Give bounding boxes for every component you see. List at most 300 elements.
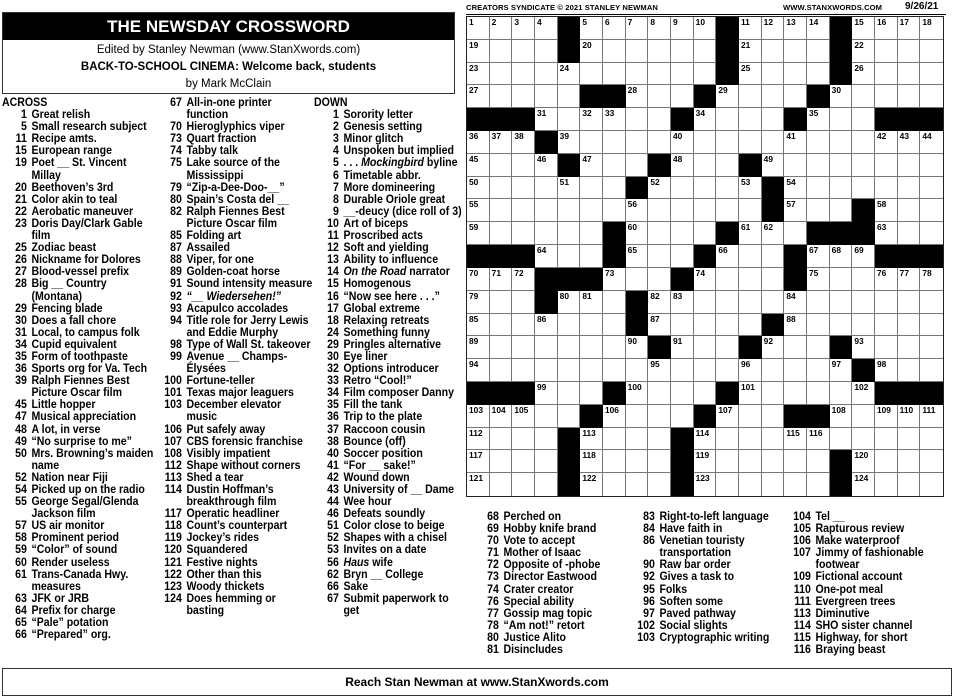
- grid-cell[interactable]: [603, 199, 626, 222]
- grid-cell[interactable]: [716, 359, 739, 382]
- grid-cell[interactable]: [920, 405, 943, 428]
- across-clue-119[interactable]: [157, 532, 313, 544]
- grid-cell[interactable]: [694, 359, 717, 382]
- grid-cell[interactable]: [762, 291, 785, 314]
- grid-cell[interactable]: [739, 359, 762, 382]
- grid-cell[interactable]: [807, 359, 830, 382]
- grid-cell[interactable]: [626, 450, 649, 473]
- grid-cell[interactable]: [852, 131, 875, 154]
- grid-cell[interactable]: [716, 85, 739, 108]
- grid-cell[interactable]: [535, 405, 558, 428]
- grid-cell[interactable]: [580, 473, 603, 496]
- grid-cell[interactable]: [671, 177, 694, 200]
- grid-cell[interactable]: [580, 40, 603, 63]
- down-clue-42[interactable]: [314, 472, 465, 484]
- grid-cell[interactable]: [807, 473, 830, 496]
- grid-cell[interactable]: [875, 17, 898, 40]
- down-clue-34[interactable]: [314, 387, 465, 399]
- across-clue-54[interactable]: [2, 484, 157, 496]
- grid-cell[interactable]: [762, 108, 785, 131]
- grid-cell[interactable]: [875, 63, 898, 86]
- grid-cell[interactable]: [603, 291, 626, 314]
- grid-cell[interactable]: [603, 450, 626, 473]
- across-clue-124[interactable]: [157, 593, 313, 617]
- grid-cell[interactable]: [875, 428, 898, 451]
- grid-cell[interactable]: [898, 336, 921, 359]
- grid-cell[interactable]: [739, 108, 762, 131]
- grid-cell[interactable]: [762, 154, 785, 177]
- grid-cell[interactable]: [580, 450, 603, 473]
- grid-cell[interactable]: [626, 131, 649, 154]
- grid-cell[interactable]: [648, 268, 671, 291]
- across-clue-20[interactable]: [2, 182, 157, 194]
- down-clue-68[interactable]: [474, 511, 629, 523]
- grid-cell[interactable]: [762, 131, 785, 154]
- grid-cell[interactable]: [467, 359, 490, 382]
- down-clue-4[interactable]: [314, 145, 465, 157]
- across-clue-58[interactable]: [2, 532, 157, 544]
- down-clue-15[interactable]: [314, 278, 465, 290]
- grid-cell[interactable]: [558, 405, 581, 428]
- grid-cell[interactable]: [852, 473, 875, 496]
- grid-cell[interactable]: [875, 85, 898, 108]
- grid-cell[interactable]: [626, 359, 649, 382]
- grid-cell[interactable]: [762, 428, 785, 451]
- grid-cell[interactable]: [852, 63, 875, 86]
- across-clue-22[interactable]: [2, 206, 157, 218]
- down-clue-71[interactable]: [474, 547, 629, 559]
- across-clue-25[interactable]: [2, 242, 157, 254]
- grid-cell[interactable]: [807, 336, 830, 359]
- grid-cell[interactable]: [875, 222, 898, 245]
- grid-cell[interactable]: [490, 428, 513, 451]
- grid-cell[interactable]: [671, 17, 694, 40]
- grid-cell[interactable]: [830, 154, 853, 177]
- grid-cell[interactable]: [920, 291, 943, 314]
- grid-cell[interactable]: [875, 154, 898, 177]
- across-clue-65[interactable]: [2, 617, 157, 629]
- grid-cell[interactable]: [671, 245, 694, 268]
- down-clue-35[interactable]: [314, 399, 465, 411]
- across-clue-94[interactable]: [157, 315, 313, 339]
- grid-cell[interactable]: [830, 314, 853, 337]
- grid-cell[interactable]: [558, 63, 581, 86]
- grid-cell[interactable]: [535, 63, 558, 86]
- down-clue-17[interactable]: [314, 303, 465, 315]
- across-clue-63[interactable]: [2, 593, 157, 605]
- grid-cell[interactable]: [580, 291, 603, 314]
- grid-cell[interactable]: [580, 199, 603, 222]
- grid-cell[interactable]: [920, 40, 943, 63]
- grid-cell[interactable]: [898, 222, 921, 245]
- grid-cell[interactable]: [898, 63, 921, 86]
- grid-cell[interactable]: [467, 17, 490, 40]
- grid-cell[interactable]: [648, 17, 671, 40]
- grid-cell[interactable]: [694, 63, 717, 86]
- grid-cell[interactable]: [784, 40, 807, 63]
- grid-cell[interactable]: [852, 314, 875, 337]
- across-clue-85[interactable]: [157, 230, 313, 242]
- grid-cell[interactable]: [784, 85, 807, 108]
- grid-cell[interactable]: [467, 450, 490, 473]
- grid-cell[interactable]: [920, 428, 943, 451]
- down-clue-73[interactable]: [474, 571, 629, 583]
- grid-cell[interactable]: [490, 268, 513, 291]
- grid-cell[interactable]: [920, 450, 943, 473]
- grid-cell[interactable]: [784, 428, 807, 451]
- grid-cell[interactable]: [512, 314, 535, 337]
- grid-cell[interactable]: [603, 359, 626, 382]
- grid-cell[interactable]: [467, 154, 490, 177]
- grid-cell[interactable]: [512, 131, 535, 154]
- across-clue-112[interactable]: [157, 460, 313, 472]
- grid-cell[interactable]: [648, 359, 671, 382]
- grid-cell[interactable]: [898, 199, 921, 222]
- grid-cell[interactable]: [875, 40, 898, 63]
- grid-cell[interactable]: [558, 382, 581, 405]
- grid-cell[interactable]: [762, 405, 785, 428]
- down-clue-1[interactable]: [314, 109, 465, 121]
- grid-cell[interactable]: [512, 268, 535, 291]
- grid-cell[interactable]: [784, 222, 807, 245]
- down-clue-95[interactable]: [630, 584, 785, 596]
- grid-cell[interactable]: [626, 108, 649, 131]
- grid-cell[interactable]: [535, 108, 558, 131]
- across-clue-98[interactable]: [157, 339, 313, 351]
- down-clue-70[interactable]: [474, 535, 629, 547]
- grid-cell[interactable]: [580, 131, 603, 154]
- across-clue-48[interactable]: [2, 424, 157, 436]
- grid-cell[interactable]: [852, 291, 875, 314]
- grid-cell[interactable]: [512, 222, 535, 245]
- down-clue-43[interactable]: [314, 484, 465, 496]
- grid-cell[interactable]: [898, 473, 921, 496]
- grid-cell[interactable]: [830, 291, 853, 314]
- grid-cell[interactable]: [535, 450, 558, 473]
- grid-cell[interactable]: [626, 245, 649, 268]
- grid-cell[interactable]: [807, 314, 830, 337]
- grid-cell[interactable]: [648, 85, 671, 108]
- grid-cell[interactable]: [490, 85, 513, 108]
- down-clue-110[interactable]: [786, 584, 953, 596]
- grid-cell[interactable]: [512, 40, 535, 63]
- grid-cell[interactable]: [875, 473, 898, 496]
- down-clue-103[interactable]: [630, 632, 785, 644]
- grid-cell[interactable]: [490, 291, 513, 314]
- grid-cell[interactable]: [920, 268, 943, 291]
- grid-cell[interactable]: [830, 177, 853, 200]
- grid-cell[interactable]: [535, 222, 558, 245]
- down-clue-97[interactable]: [630, 608, 785, 620]
- grid-cell[interactable]: [716, 405, 739, 428]
- across-clue-27[interactable]: [2, 266, 157, 278]
- grid-cell[interactable]: [671, 222, 694, 245]
- grid-cell[interactable]: [626, 473, 649, 496]
- down-clue-74[interactable]: [474, 584, 629, 596]
- grid-cell[interactable]: [512, 177, 535, 200]
- grid-cell[interactable]: [739, 199, 762, 222]
- grid-cell[interactable]: [875, 177, 898, 200]
- grid-cell[interactable]: [490, 17, 513, 40]
- grid-cell[interactable]: [671, 131, 694, 154]
- grid-cell[interactable]: [671, 405, 694, 428]
- grid-cell[interactable]: [580, 177, 603, 200]
- down-clue-12[interactable]: [314, 242, 465, 254]
- across-clue-15[interactable]: [2, 145, 157, 157]
- grid-cell[interactable]: [898, 85, 921, 108]
- grid-cell[interactable]: [784, 359, 807, 382]
- grid-cell[interactable]: [626, 63, 649, 86]
- grid-cell[interactable]: [535, 199, 558, 222]
- grid-cell[interactable]: [920, 336, 943, 359]
- down-clue-14[interactable]: [314, 266, 465, 278]
- down-clue-92[interactable]: [630, 571, 785, 583]
- across-clue-82[interactable]: [157, 206, 313, 230]
- grid-cell[interactable]: [490, 450, 513, 473]
- down-clue-56[interactable]: [314, 557, 465, 569]
- grid-cell[interactable]: [762, 17, 785, 40]
- grid-cell[interactable]: [898, 405, 921, 428]
- grid-cell[interactable]: [648, 291, 671, 314]
- grid-cell[interactable]: [716, 450, 739, 473]
- across-clue-87[interactable]: [157, 242, 313, 254]
- grid-cell[interactable]: [694, 222, 717, 245]
- grid-cell[interactable]: [626, 40, 649, 63]
- grid-cell[interactable]: [784, 63, 807, 86]
- grid-cell[interactable]: [490, 405, 513, 428]
- grid-cell[interactable]: [467, 291, 490, 314]
- grid-cell[interactable]: [467, 336, 490, 359]
- grid-cell[interactable]: [512, 199, 535, 222]
- grid-cell[interactable]: [830, 359, 853, 382]
- grid-cell[interactable]: [626, 85, 649, 108]
- grid-cell[interactable]: [648, 63, 671, 86]
- across-clue-122[interactable]: [157, 569, 313, 581]
- grid-cell[interactable]: [490, 359, 513, 382]
- across-clue-79[interactable]: [157, 182, 313, 194]
- grid-cell[interactable]: [580, 359, 603, 382]
- across-clue-29[interactable]: [2, 303, 157, 315]
- grid-cell[interactable]: [512, 336, 535, 359]
- grid-cell[interactable]: [694, 314, 717, 337]
- across-clue-60[interactable]: [2, 557, 157, 569]
- down-clue-76[interactable]: [474, 596, 629, 608]
- grid-cell[interactable]: [603, 131, 626, 154]
- grid-cell[interactable]: [920, 314, 943, 337]
- across-clue-61[interactable]: [2, 569, 157, 593]
- grid-cell[interactable]: [716, 314, 739, 337]
- down-clue-41[interactable]: [314, 460, 465, 472]
- grid-cell[interactable]: [739, 382, 762, 405]
- grid-cell[interactable]: [807, 131, 830, 154]
- grid-cell[interactable]: [739, 314, 762, 337]
- down-clue-46[interactable]: [314, 508, 465, 520]
- grid-cell[interactable]: [739, 268, 762, 291]
- down-clue-52[interactable]: [314, 532, 465, 544]
- grid-cell[interactable]: [671, 291, 694, 314]
- grid-cell[interactable]: [807, 199, 830, 222]
- grid-cell[interactable]: [875, 450, 898, 473]
- across-clue-47[interactable]: [2, 411, 157, 423]
- grid-cell[interactable]: [852, 40, 875, 63]
- grid-cell[interactable]: [603, 314, 626, 337]
- grid-cell[interactable]: [490, 154, 513, 177]
- grid-cell[interactable]: [784, 199, 807, 222]
- across-clue-34[interactable]: [2, 339, 157, 351]
- grid-cell[interactable]: [535, 40, 558, 63]
- down-clue-9[interactable]: [314, 206, 465, 218]
- down-clue-51[interactable]: [314, 520, 465, 532]
- across-clue-70[interactable]: [157, 121, 313, 133]
- down-clue-81[interactable]: [474, 644, 629, 656]
- grid-cell[interactable]: [694, 336, 717, 359]
- grid-cell[interactable]: [852, 17, 875, 40]
- across-clue-36[interactable]: [2, 363, 157, 375]
- across-clue-31[interactable]: [2, 327, 157, 339]
- grid-cell[interactable]: [784, 291, 807, 314]
- grid-cell[interactable]: [603, 473, 626, 496]
- grid-cell[interactable]: [716, 108, 739, 131]
- grid-cell[interactable]: [558, 199, 581, 222]
- grid-cell[interactable]: [467, 314, 490, 337]
- down-clue-66[interactable]: [314, 581, 465, 593]
- down-clue-111[interactable]: [786, 596, 953, 608]
- down-clue-7[interactable]: [314, 182, 465, 194]
- grid-cell[interactable]: [920, 17, 943, 40]
- across-clue-21[interactable]: [2, 194, 157, 206]
- grid-cell[interactable]: [558, 336, 581, 359]
- grid-cell[interactable]: [762, 382, 785, 405]
- across-clue-80[interactable]: [157, 194, 313, 206]
- grid-cell[interactable]: [580, 245, 603, 268]
- grid-cell[interactable]: [920, 85, 943, 108]
- grid-cell[interactable]: [535, 85, 558, 108]
- across-clue-57[interactable]: [2, 520, 157, 532]
- grid-cell[interactable]: [784, 177, 807, 200]
- down-clue-86[interactable]: [630, 535, 785, 559]
- down-clue-96[interactable]: [630, 596, 785, 608]
- grid-cell[interactable]: [626, 154, 649, 177]
- down-clue-102[interactable]: [630, 620, 785, 632]
- grid-cell[interactable]: [603, 154, 626, 177]
- grid-cell[interactable]: [512, 428, 535, 451]
- grid-cell[interactable]: [694, 17, 717, 40]
- down-clue-16[interactable]: [314, 291, 465, 303]
- grid-cell[interactable]: [626, 405, 649, 428]
- grid-cell[interactable]: [898, 428, 921, 451]
- down-clue-90[interactable]: [630, 559, 785, 571]
- across-clue-114[interactable]: [157, 484, 313, 508]
- grid-cell[interactable]: [830, 199, 853, 222]
- down-clue-104[interactable]: [786, 511, 953, 523]
- grid-cell[interactable]: [807, 382, 830, 405]
- across-clue-55[interactable]: [2, 496, 157, 520]
- down-clue-8[interactable]: [314, 194, 465, 206]
- down-clue-18[interactable]: [314, 315, 465, 327]
- grid-cell[interactable]: [784, 154, 807, 177]
- grid-cell[interactable]: [807, 268, 830, 291]
- across-clue-67[interactable]: [157, 97, 313, 121]
- grid-cell[interactable]: [603, 336, 626, 359]
- grid-cell[interactable]: [694, 291, 717, 314]
- grid-cell[interactable]: [467, 177, 490, 200]
- across-clue-92[interactable]: [157, 291, 313, 303]
- grid-cell[interactable]: [580, 222, 603, 245]
- grid-cell[interactable]: [558, 177, 581, 200]
- grid-cell[interactable]: [807, 63, 830, 86]
- across-clue-52[interactable]: [2, 472, 157, 484]
- grid-cell[interactable]: [852, 268, 875, 291]
- grid-cell[interactable]: [739, 63, 762, 86]
- across-clue-107[interactable]: [157, 436, 313, 448]
- grid-cell[interactable]: [875, 291, 898, 314]
- grid-cell[interactable]: [739, 450, 762, 473]
- grid-cell[interactable]: [467, 199, 490, 222]
- grid-cell[interactable]: [648, 314, 671, 337]
- down-clue-6[interactable]: [314, 170, 465, 182]
- across-clue-5[interactable]: [2, 121, 157, 133]
- grid-cell[interactable]: [784, 131, 807, 154]
- grid-cell[interactable]: [898, 177, 921, 200]
- grid-cell[interactable]: [716, 177, 739, 200]
- grid-cell[interactable]: [671, 154, 694, 177]
- grid-cell[interactable]: [603, 63, 626, 86]
- grid-cell[interactable]: [784, 336, 807, 359]
- grid-cell[interactable]: [535, 359, 558, 382]
- down-clue-2[interactable]: [314, 121, 465, 133]
- grid-cell[interactable]: [852, 336, 875, 359]
- grid-cell[interactable]: [694, 131, 717, 154]
- grid-cell[interactable]: [694, 428, 717, 451]
- grid-cell[interactable]: [716, 291, 739, 314]
- grid-cell[interactable]: [490, 199, 513, 222]
- down-clue-80[interactable]: [474, 632, 629, 644]
- crossword-grid[interactable]: [466, 16, 944, 497]
- grid-cell[interactable]: [830, 108, 853, 131]
- grid-cell[interactable]: [762, 359, 785, 382]
- across-clue-91[interactable]: [157, 278, 313, 290]
- grid-cell[interactable]: [558, 108, 581, 131]
- grid-cell[interactable]: [852, 154, 875, 177]
- grid-cell[interactable]: [490, 131, 513, 154]
- grid-cell[interactable]: [580, 108, 603, 131]
- grid-cell[interactable]: [830, 428, 853, 451]
- grid-cell[interactable]: [875, 314, 898, 337]
- grid-cell[interactable]: [716, 473, 739, 496]
- grid-cell[interactable]: [762, 336, 785, 359]
- grid-cell[interactable]: [739, 17, 762, 40]
- grid-cell[interactable]: [762, 473, 785, 496]
- grid-cell[interactable]: [535, 154, 558, 177]
- across-clue-39[interactable]: [2, 375, 157, 399]
- down-clue-83[interactable]: [630, 511, 785, 523]
- grid-cell[interactable]: [535, 17, 558, 40]
- grid-cell[interactable]: [603, 268, 626, 291]
- grid-cell[interactable]: [671, 314, 694, 337]
- grid-cell[interactable]: [648, 108, 671, 131]
- grid-cell[interactable]: [830, 268, 853, 291]
- grid-cell[interactable]: [648, 199, 671, 222]
- grid-cell[interactable]: [830, 131, 853, 154]
- grid-cell[interactable]: [512, 85, 535, 108]
- down-clue-40[interactable]: [314, 448, 465, 460]
- grid-cell[interactable]: [898, 154, 921, 177]
- grid-cell[interactable]: [898, 291, 921, 314]
- down-clue-3[interactable]: [314, 133, 465, 145]
- grid-cell[interactable]: [784, 314, 807, 337]
- down-clue-44[interactable]: [314, 496, 465, 508]
- across-clue-49[interactable]: [2, 436, 157, 448]
